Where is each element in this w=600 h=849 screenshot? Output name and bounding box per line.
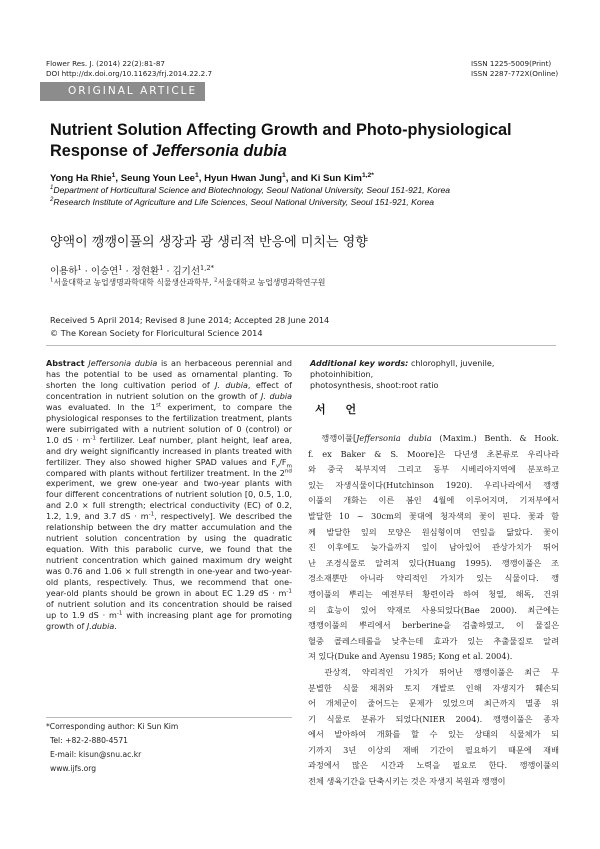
abstract-line: compared with plants without fertilizer treatment. In the 2nd [46,467,292,478]
intro-line: f. ex Baker & S. Moore]은 다년생 초본류로 우리나라 [308,448,559,459]
abstract-block [46,359,292,633]
intro-line: 진 이후에도 늦가을까지 잎이 남아있어 관상가치가 뛰어 [308,542,559,553]
title-line-1: Nutrient Solution Affecting Growth and Photo-physiological [50,121,512,139]
abstract-line: up to 1.9 dS · $m^{-1}$ with increasing plant age for promoting [46,610,292,620]
title-text: Response of [50,142,153,160]
author-sup: 1 [281,171,286,179]
corresponding-author: *Corresponding author: Ki Sun Kim [46,722,179,731]
affiliation-text: 서울대학교 농업생명과학연구원 [217,278,326,287]
separator: · [81,266,91,277]
affiliation-2 [50,197,434,207]
copyright-notice: © The Korean Society for Floricultural Science 2014 [50,328,263,338]
abstract-line: shorten the long cultivation period of J. dubia, effect of [46,380,292,390]
section-heading: 서 언 [315,403,365,416]
author-list: Yong Ha Rhie$^1$, Seung Youn Lee$^1$, Hyun Hwan Jung$^1$, and Ki Sun Kim$^{1,2*}$ [50,171,374,184]
intro-line: 이풀의 개화는 이른 봄인 4월에 이루어지며, 기저부에서 [308,495,559,506]
intro-line: 깽깽이풀[Jeffersonia dubia (Maxim.) Benth. & Hook. [308,433,559,443]
affiliation-text: Research Institute of Agriculture and Life Sciences, Seoul National University, Seoul 151-921, Korea [53,197,435,207]
keywords-label: Additional key words: [310,359,409,368]
intro-line: 의 효능이 있어 약재로 사용되었다(Bae 2000). 최근에는 [308,604,559,615]
doi-link[interactable]: DOI http://dx.doi.org/10.11623/frj.2014.22.2.7 [46,69,213,78]
abstract-line: was 0.76 and 1.06 × full strength in one-year and two-year- [46,567,292,577]
intro-line: 전체 생육기간을 단축시키는 것은 자생지 복원과 깽깽이 [308,776,506,787]
author-sup: 1 [195,171,199,179]
intro-line: 기까지 3년 이상의 재배 기간이 필요하기 때문에 재배 [308,744,559,755]
affiliation-sup: 1 [50,185,54,192]
separator: · [122,266,132,277]
introduction-body [308,431,559,790]
abstract-line: year-old plants should be grown in about EC 1.29 dS · $m^{-1}$ [46,588,292,599]
intro-line: 깽깽이풀의 뿌리에서 berberine을 검출하였고, 이 물질은 [308,620,559,631]
affiliation-sup: 2 [214,277,218,284]
korean-author: 이승연 [90,266,119,277]
affiliation-text: Department of Horticultural Science and Biotechnology, Seoul National University, Seoul 151-921, Korea [53,185,451,195]
abstract-line: fertilizer. They also showed higher SPAD values and $F_v/F_m$ [46,457,292,470]
issn-print: ISSN 1225-5009(Print) [471,59,552,68]
intro-line: 있는 자생식물이다(Hutchinson 1920). 우리나라에서 깽깽 [308,479,559,490]
intro-line: 께 발달한 잎의 모양은 원심형이며 연잎을 닮았다. 꽃이 [308,526,559,537]
intro-line: 에서 발아하여 개화를 할 수 있는 상태의 식물체가 되 [308,729,559,740]
korean-author: 정현환 [131,266,160,277]
intro-line: 기 식물로 분류가 되었다(NIER 2004). 깽깽이풀은 종자 [308,713,559,724]
abstract-line: were subirrigated with a nutrient solution of 0 (control) or [46,424,292,434]
keywords-text: chlorophyll, juvenile, photoinhibition, [310,359,495,379]
journal-website[interactable]: www.ijfs.org [50,764,97,773]
author-name: Hyun Hwan Jung [204,173,282,184]
title-line-2 [50,141,550,162]
abstract-label: Abstract [46,359,85,368]
author-sup: 1,2* [361,171,374,179]
separator: · [163,266,173,277]
corresponding-email[interactable]: E-mail: kisun@snu.ac.kr [50,750,142,759]
korean-author: 김기선 [172,266,201,277]
abstract-line: four different concentrations of nutrient solution [0, 0.5, 1.0, [46,490,292,500]
affiliation-1 [50,185,450,195]
author-sup: 1 [159,263,164,272]
abstract-line: Abstract Jeffersonia dubia is an herbaceous perennial and [46,359,292,368]
footnote-divider [46,717,292,718]
abstract-line: growth of J.dubia. [46,621,117,631]
author-sup: 1 [77,263,82,272]
abstract-line: 1.0 dS · $m^{-1}$ fertilizer. Leaf number, plant height, leaf area, [46,435,293,445]
abstract-line: nutrient concentration which gained maximum dry weight [46,556,292,566]
intro-line: 분별한 식물 채취와 토지 개발로 인해 자생지가 훼손되 [308,682,559,693]
intro-line: 와 중국 북부지역 그리고 동부 시베리아지역에 분포하고 [308,464,559,475]
intro-line: 과정에서 많은 시간과 노력을 필요로 한다. 깽깽이풀의 [308,760,559,771]
abstract-line: physiological responses to the fertilization treatment, plants [46,413,292,423]
affiliation-text: 서울대학교 농업생명과학대학 식물생산과학부, [53,278,215,287]
affiliation-sup: 1 [50,277,54,284]
abstract-line: has the potential to be used as ornamental planting. To [46,369,292,379]
article-type-banner: ORIGINAL ARTICLE [40,82,205,101]
intro-line: 경소재뿐만 아니라 약리적인 가치가 있는 식물이다. 깽 [308,573,559,584]
intro-line: 져 있다(Duke and Ayensu 1985; Kong et al. 2004). [308,651,513,662]
korean-title: 양액이 깽깽이풀의 생장과 광 생리적 반응에 미치는 영향 [50,235,368,250]
divider [46,345,556,346]
intro-line: 어 개체군이 줄어드는 문제가 있었으며 최근까지 멸종 위 [308,698,559,709]
author-name: Yong Ha Rhie [50,173,112,184]
korean-author: 이용하 [50,266,78,277]
abstract-line: and dry weight significantly increased in plants treated with [46,446,292,456]
corresponding-tel: Tel: +82-2-880-4571 [50,736,128,745]
intro-line: 발달한 10 ~ 30cm의 꽃대에 청자색의 꽃이 핀다. 꽃과 함 [308,510,559,521]
abstract-line: concentration in nutrient solution on the growth of J. dubia [46,391,292,401]
abstract-line: experiment, we grew one-year and two-year plants with [46,479,292,489]
abstract-line: and 2.0 × full strength; electrical conductivity (EC) of 0.2, [46,501,292,511]
intro-line: 난 조경식물로 알려져 있다(Huang 1995). 깽깽이풀은 조 [308,557,559,568]
abstract-line: of nutrient solution and its concentration should be raised [46,599,292,609]
abstract-line: nutrient solution concentration by using the quadratic [46,534,292,544]
keywords-text: photosynthesis, shoot:root ratio [310,380,439,390]
journal-citation: Flower Res. J. (2014) 22(2):81-87 [46,59,165,68]
abstract-line: old plants, respectively. Thus, we recommend that one- [46,578,292,588]
abstract-line: was evaluated. In the 1st experiment, to compare the [46,402,292,412]
received-dates: Received 5 April 2014; Revised 8 June 2014; Accepted 28 June 2014 [50,315,330,325]
intro-line: 깽이풀의 뿌리는 예전부터 황련이라 하여 청열, 해독, 건위 [308,588,559,599]
author-name: and Ki Sun Kim [291,173,362,184]
author-sup: 1 [118,263,123,272]
intro-line: 혈중 콜레스테롤을 낮추는데 효과가 있는 추출물질로 알려 [308,635,559,646]
intro-line: 관상적, 약리적인 가치가 뛰어난 깽깽이풀은 최근 무 [308,666,559,677]
affiliation-sup: 2 [50,197,54,204]
korean-affiliation [50,277,325,288]
abstract-line: equation. With this parabolic curve, we found that the [46,545,292,555]
keywords-block [310,359,556,392]
issn-online: ISSN 2287-772X(Online) [471,69,559,78]
title-species: Jeffersonia dubia [152,142,287,160]
abstract-line: 1.2, 1.9, and 3.7 dS · $m^{-1}$, respectively]. We described the [46,511,293,522]
author-sup: 1 [111,171,116,179]
article-title [50,120,550,162]
author-name: Seung Youn Lee [120,173,196,184]
korean-author-list [50,263,214,277]
abstract-line: relationship between the dry matter accumulation and the [46,523,292,533]
author-sup: 1,2* [200,263,214,272]
